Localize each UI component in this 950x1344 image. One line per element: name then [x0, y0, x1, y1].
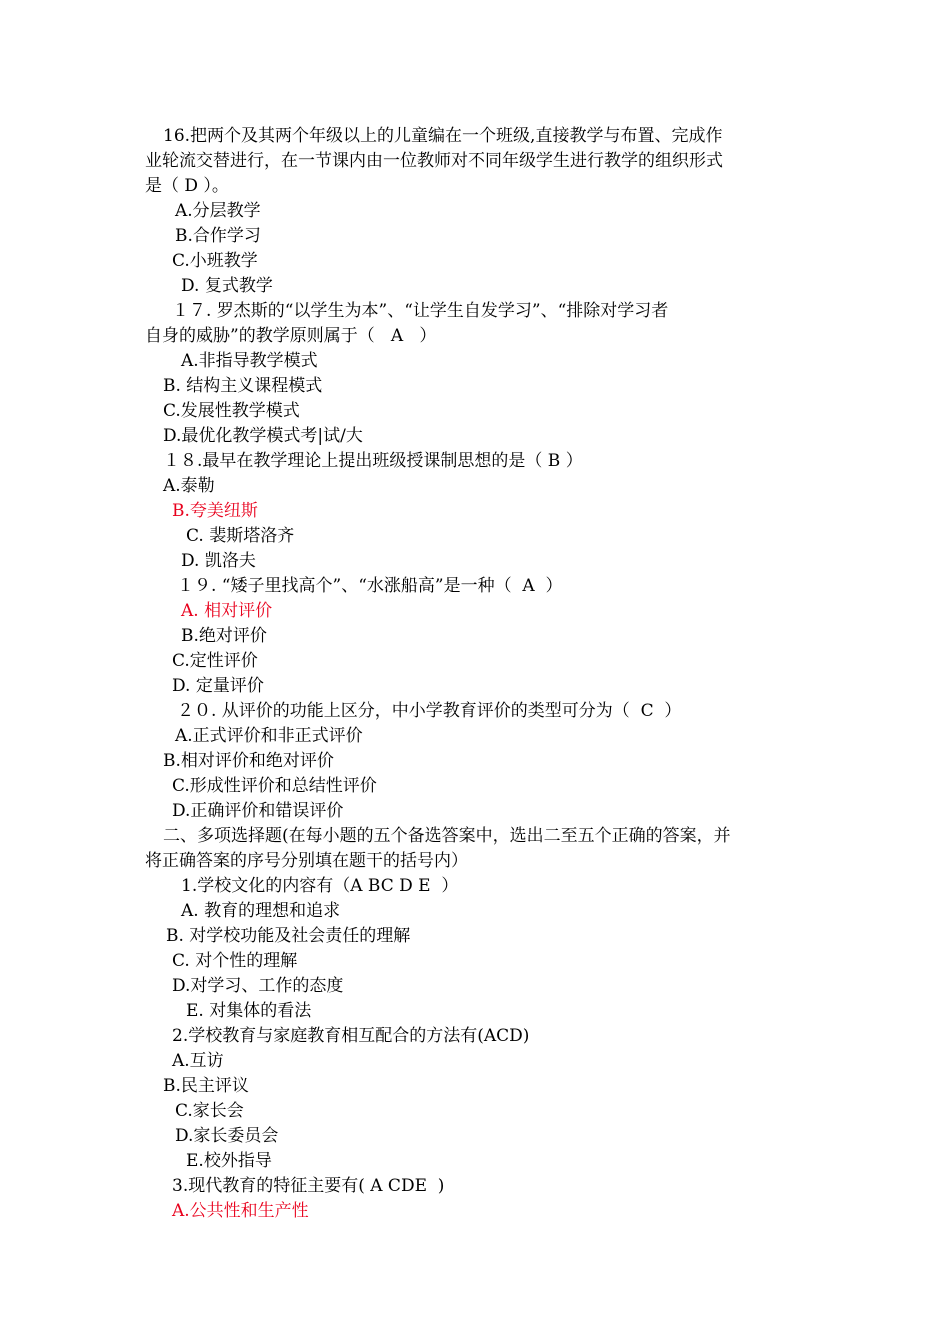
q17-option-a: A.非指导教学模式	[181, 351, 318, 371]
q18-option-d: D. 凯洛夫	[181, 551, 256, 571]
q19-option-c: C.定性评价	[172, 651, 258, 671]
q16-stem-line1: 16.把两个及其两个年级以上的儿童编在一个班级,直接教学与布置、完成作	[163, 126, 723, 146]
mq2-option-a: A.互访	[172, 1051, 224, 1071]
mq1-option-c: C. 对个性的理解	[172, 951, 298, 971]
mq1-stem: 1.学校文化的内容有（A BC D E ）	[181, 876, 459, 896]
q18-option-b-answer: B.夸美纽斯	[172, 501, 258, 521]
q16-stem-line3: 是（ D ）。	[145, 176, 229, 196]
q20-option-c: C.形成性评价和总结性评价	[172, 776, 377, 796]
mq1-option-e: E. 对集体的看法	[186, 1001, 312, 1021]
mq1-option-a: A. 教育的理想和追求	[181, 901, 341, 921]
q18-option-c: C. 裴斯塔洛齐	[186, 526, 295, 546]
q20-stem: ２０. 从评价的功能上区分，中小学教育评价的类型可分为（ C ）	[177, 701, 682, 721]
mq2-stem: 2.学校教育与家庭教育相互配合的方法有(ACD)	[172, 1026, 530, 1046]
mq1-option-b: B. 对学校功能及社会责任的理解	[166, 926, 411, 946]
q18-stem: １８.最早在教学理论上提出班级授课制思想的是（ B ）	[163, 451, 583, 471]
q16-stem-line2: 业轮流交替进行，在一节课内由一位教师对不同年级学生进行教学的组织形式	[145, 151, 723, 171]
q16-option-a: A.分层教学	[175, 201, 261, 221]
mq2-option-b: B.民主评议	[163, 1076, 249, 1096]
q19-option-b: B.绝对评价	[181, 626, 267, 646]
q19-stem: １９. “矮子里找高个”、“水涨船高”是一种（ A ）	[177, 576, 563, 596]
q17-stem-line1: １７. 罗杰斯的“以学生为本”、“让学生自发学习”、“排除对学习者	[172, 301, 669, 321]
mq3-option-a-answer: A.公共性和生产性	[172, 1201, 309, 1221]
q16-option-c: C.小班教学	[172, 251, 258, 271]
q19-option-d: D. 定量评价	[172, 676, 264, 696]
q17-option-d: D.最优化教学模式考|试/大	[163, 426, 363, 446]
mq1-option-d: D.对学习、工作的态度	[172, 976, 344, 996]
q20-option-b: B.相对评价和绝对评价	[163, 751, 334, 771]
mq2-option-c: C.家长会	[175, 1101, 244, 1121]
q20-option-d: D.正确评价和错误评价	[172, 801, 344, 821]
section-heading-line2: 将正确答案的序号分别填在题干的括号内）	[145, 851, 468, 871]
q17-stem-line2: 自身的威胁”的教学原则属于（ A ）	[145, 326, 437, 346]
q16-option-b: B.合作学习	[175, 226, 261, 246]
mq3-stem: 3.现代教育的特征主要有( A CDE )	[172, 1176, 445, 1196]
mq2-option-d: D.家长委员会	[175, 1126, 279, 1146]
q19-option-a-answer: A. 相对评价	[181, 601, 273, 621]
section-heading-line1: 二、多项选择题(在每小题的五个备选答案中，选出二至五个正确的答案，并	[163, 826, 731, 846]
q17-option-b: B. 结构主义课程模式	[163, 376, 323, 396]
q16-option-d: D. 复式教学	[181, 276, 273, 296]
q20-option-a: A.正式评价和非正式评价	[175, 726, 363, 746]
q17-option-c: C.发展性教学模式	[163, 401, 300, 421]
q18-option-a: A.泰勒	[163, 476, 215, 496]
mq2-option-e: E.校外指导	[186, 1151, 272, 1171]
